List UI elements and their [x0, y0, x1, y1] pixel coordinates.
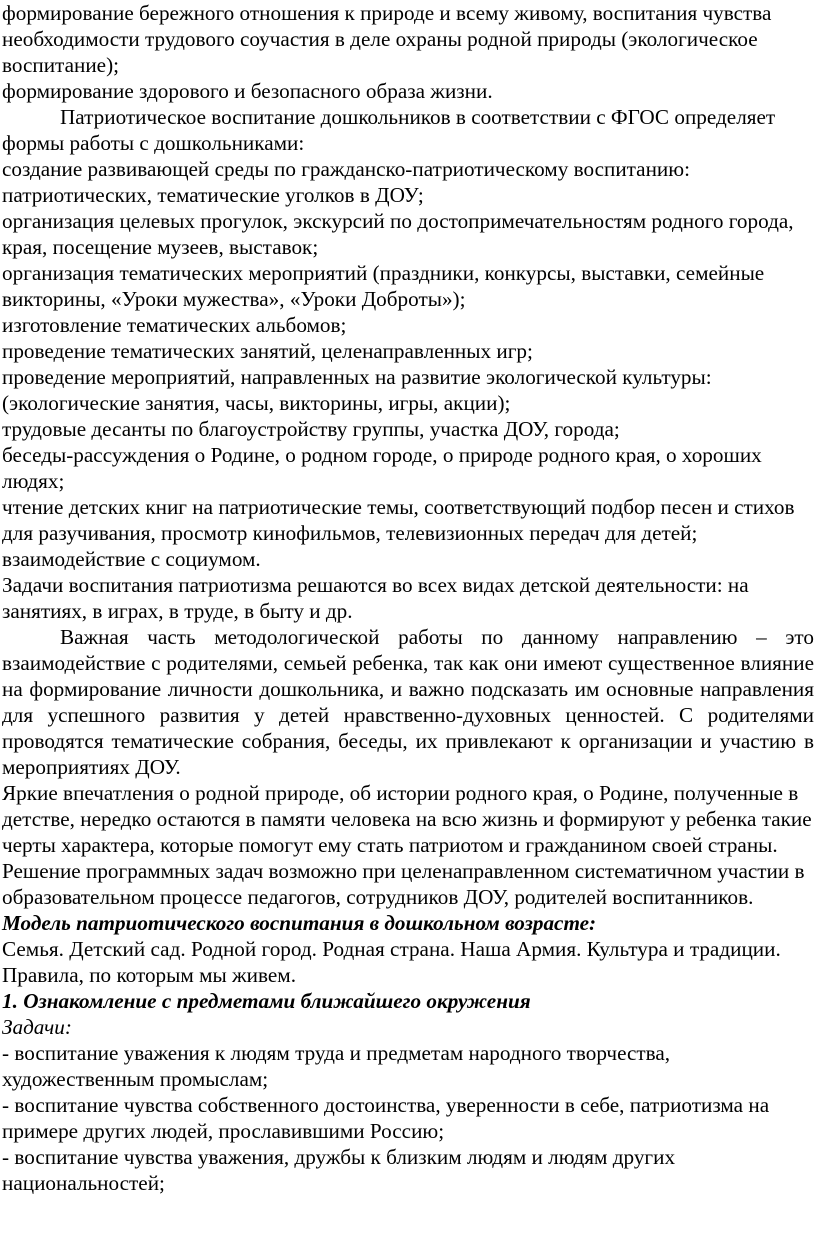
list-item: изготовление тематических альбомов;: [2, 313, 347, 337]
section-title: . Ознакомление с предметами ближайшего окружения: [12, 989, 531, 1013]
list-item: проведение мероприятий, направленных на развитие экологической культуры: (экологические занятия, часы, викторины, игры, акции);: [2, 365, 712, 415]
paragraph: Патриотическое воспитание дошкольников в соответствии с ФГОС определяет формы работы с дошкольниками:: [2, 105, 776, 155]
list-item: взаимодействие с социумом.: [2, 547, 261, 571]
paragraph: Задачи воспитания патриотизма решаются во всех видах детской деятельности: на занятиях, в играх, в труде, в быту и др.: [2, 573, 749, 623]
model-text: Семья. Детский сад. Родной город. Родная страна. Наша Армия. Культура и традиции. Правила, по которым мы живем.: [2, 937, 781, 987]
paragraph: Решение программных задач возможно при целенаправленном систематичном участии в образовательном процессе педагогов, сотрудников ДОУ, родителей воспитанников.: [2, 859, 805, 909]
section-heading: [2, 988, 814, 1014]
list-item: проведение тематических занятий, целенаправленных игр;: [2, 339, 533, 363]
task-item: - воспитание чувства уважения, дружбы к близким людям и людям других национальностей;: [2, 1145, 676, 1195]
task-item: - воспитание уважения к людям труда и предметам народного творчества, художественным промыслам;: [2, 1041, 671, 1091]
list-item: организация тематических мероприятий (праздники, конкурсы, выставки, семейные викторины, «Уроки мужества», «Уроки Доброты»);: [2, 261, 765, 311]
paragraph: Яркие впечатления о родной природе, об истории родного края, о Родине, полученные в детстве, нередко остаются в памяти человека на всю жизнь и формируют у ребенка такие черты характера, которые помогут ему стать патриотом и гражданином своей страны.: [2, 781, 812, 857]
list-item: чтение детских книг на патриотические темы, соответствующий подбор песен и стихов для разучивания, просмотр кинофильмов, телевизионных передач для детей;: [2, 495, 795, 545]
list-item: беседы-рассуждения о Родине, о родном городе, о природе родного края, о хороших людях;: [2, 443, 762, 493]
paragraph: формирование бережного отношения к природе и всему живому, воспитания чувства необходимости трудового соучастия в деле охраны родной природы (экологическое воспитание);: [2, 1, 772, 77]
section-number: 1: [2, 989, 13, 1013]
tasks-label: Задачи:: [2, 1015, 72, 1039]
paragraph: Важная часть методологической работы по данному направлению – это взаимодействие с родителями, семьей ребенка, так как они имеют существенное влияние на формирование личности дошкольника, и важно подсказать им основные направления для успешного развития у детей нравственно-духовных ценностей. С родителями проводятся тематические собрания, беседы, их привлекают к организации и участию в мероприятиях ДОУ.: [2, 625, 814, 779]
task-item: - воспитание чувства собственного достоинства, уверенности в себе, патриотизма на примере других людей, прославившими Россию;: [2, 1093, 770, 1143]
paragraph: формирование здорового и безопасного образа жизни.: [2, 79, 493, 103]
list-item: создание развивающей среды по гражданско-патриотическому воспитанию: патриотических, тематические уголков в ДОУ;: [2, 157, 690, 207]
list-item: организация целевых прогулок, экскурсий по достопримечательностям родного города, края, посещение музеев, выставок;: [2, 209, 794, 259]
model-heading: Модель патриотического воспитания в дошкольном возрасте:: [2, 911, 597, 935]
list-item: трудовые десанты по благоустройству группы, участка ДОУ, города;: [2, 417, 620, 441]
